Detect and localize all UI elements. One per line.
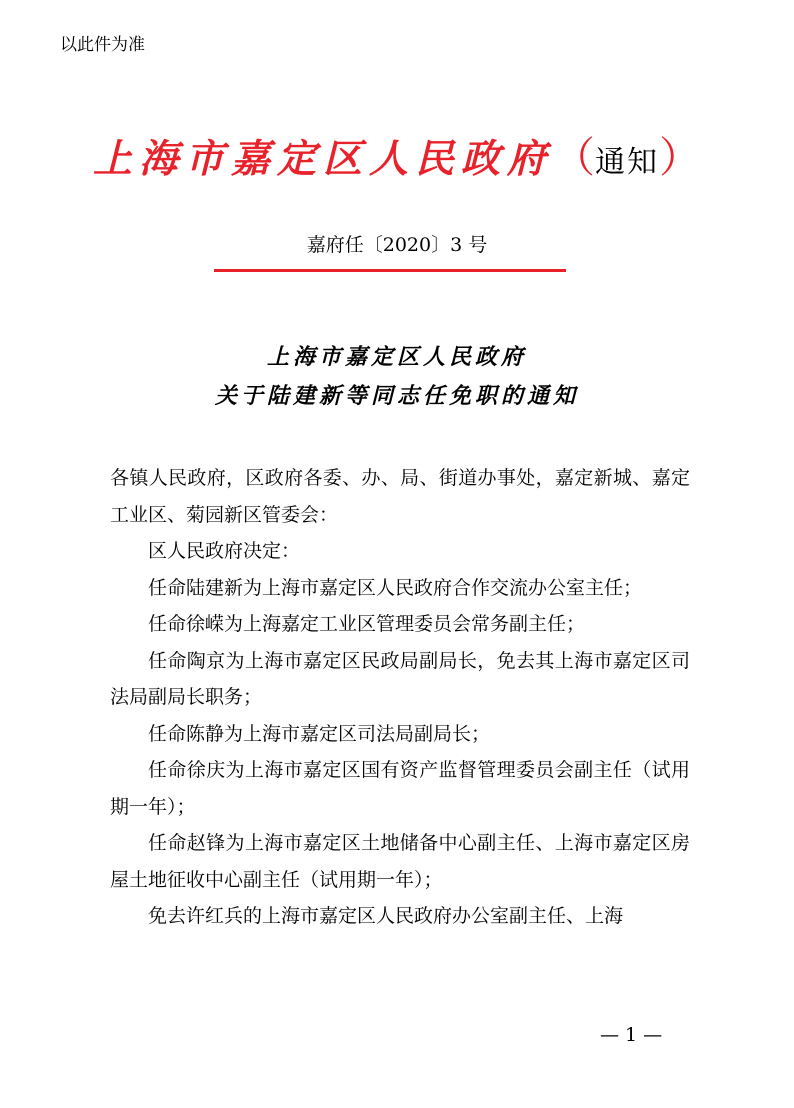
body-paragraph: 区人民政府决定： [148, 540, 301, 562]
title-line-1: 上海市嘉定区人民政府 [266, 344, 527, 370]
body-paragraph: 免去许红兵的上海市嘉定区人民政府办公室副主任、上海 [148, 905, 624, 927]
masthead-doc-type: 通知 [595, 145, 659, 180]
header-note: 以此件为准 [60, 35, 145, 55]
addressee: 各镇人民政府，区政府各委、办、局、街道办事处，嘉定新城、嘉定工业区、菊园新区管委会： [110, 467, 690, 526]
body-paragraph: 任命陶京为上海市嘉定区民政局副局长，免去其上海市嘉定区司法局副局长职务； [110, 649, 690, 708]
body-paragraph: 任命陆建新为上海市嘉定区人民政府合作交流办公室主任； [148, 576, 643, 599]
body-paragraph: 任命陈静为上海市嘉定区司法局副局长； [148, 722, 491, 745]
body-paragraph: 任命徐庆为上海市嘉定区国有资产监督管理委员会副主任（试用期一年）； [110, 759, 690, 818]
red-divider-line [214, 269, 566, 272]
masthead-paren-open: （ [552, 133, 595, 182]
document-masthead [0, 128, 794, 193]
masthead-org: 上海市嘉定区人民政府 [92, 136, 553, 182]
page-number: — 1 — [600, 1024, 663, 1046]
title-line-2: 关于陆建新等同志任免职的通知 [214, 383, 579, 409]
masthead-paren-close: ） [659, 133, 702, 182]
body-paragraph: 任命徐嵘为上海嘉定工业区管理委员会常务副主任； [148, 613, 586, 635]
body-paragraph: 任命赵锋为上海市嘉定区土地储备中心副主任、上海市嘉定区房屋土地征收中心副主任（试用期一年）； [110, 832, 690, 891]
document-number: 嘉府任〔2020〕3 号 [306, 234, 488, 256]
document-body [110, 460, 690, 935]
